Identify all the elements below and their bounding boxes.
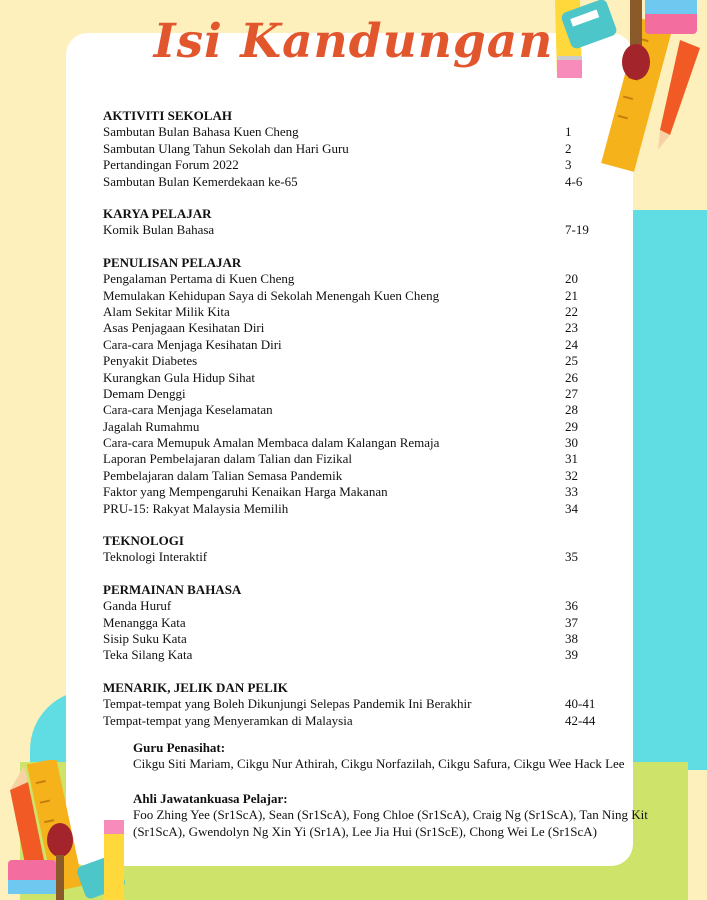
toc-entry-title: Teknologi Interaktif	[103, 549, 208, 565]
toc-entry-title: Ganda Huruf	[103, 598, 172, 614]
toc-entry-page: 37	[565, 614, 578, 630]
section-title: TEKNOLOGI	[103, 533, 184, 549]
toc-entry-page: 32	[565, 467, 578, 483]
toc-entry-page: 39	[565, 647, 578, 663]
advisors-heading: Guru Penasihat:	[133, 740, 226, 755]
toc-entry-page: 35	[565, 549, 578, 565]
committee-block	[133, 791, 673, 840]
toc-section	[103, 255, 623, 517]
page-title: Isi Kandungan	[153, 14, 554, 69]
toc-entry-page: 7-19	[565, 222, 589, 238]
toc-section	[103, 680, 623, 729]
toc-entry	[103, 631, 623, 647]
section-title: MENARIK, JELIK DAN PELIK	[103, 679, 288, 695]
toc-entry-title: Faktor yang Mempengaruhi Kenaikan Harga Makanan	[103, 484, 388, 500]
toc-entry-title: Sambutan Bulan Bahasa Kuen Cheng	[103, 124, 299, 140]
toc-section	[103, 206, 623, 239]
toc-entry-title: Pertandingan Forum 2022	[103, 157, 239, 173]
toc-entry	[103, 468, 623, 484]
toc-entry	[103, 337, 623, 353]
committee-names: Foo Zhing Yee (Sr1ScA), Sean (Sr1ScA), Fong Chloe (Sr1ScA), Craig Ng (Sr1ScA), Tan Ning Kit (Sr1ScA), Gwendolyn Ng Xin Yi (Sr1A), Lee Jia Hui (Sr1ScE), Chong Wei Le (Sr1ScA)	[133, 807, 648, 839]
toc-entry-title: Demam Denggi	[103, 385, 186, 401]
toc-entry	[103, 451, 623, 467]
toc-entry-title: Cara-cara Menjaga Kesihatan Diri	[103, 336, 282, 352]
toc-entry	[103, 696, 623, 712]
toc-entry-page: 28	[565, 402, 578, 418]
toc-entry	[103, 598, 623, 614]
toc-entry	[103, 370, 623, 386]
toc-entry	[103, 435, 623, 451]
section-title: AKTIVITI SEKOLAH	[103, 108, 232, 123]
toc-entry-page: 33	[565, 484, 578, 500]
toc-entry-title: Menangga Kata	[103, 614, 186, 630]
toc-entry-page: 27	[565, 385, 578, 401]
committee-heading: Ahli Jawatankuasa Pelajar:	[133, 790, 288, 806]
toc-entry-title: Sambutan Bulan Kemerdekaan ke-65	[103, 173, 298, 189]
section-title: PERMAINAN BAHASA	[103, 581, 242, 597]
toc-entry-page: 21	[565, 287, 578, 303]
toc-entry-page: 20	[565, 271, 578, 287]
advisors-names: Cikgu Siti Mariam, Cikgu Nur Athirah, Cikgu Norfazilah, Cikgu Safura, Cikgu Wee Hack Lee	[133, 756, 625, 772]
toc-entry-title: Cara-cara Menjaga Keselamatan	[103, 402, 273, 418]
toc-entry-title: Cara-cara Memupuk Amalan Membaca dalam Kalangan Remaja	[103, 435, 440, 451]
toc-entry	[103, 615, 623, 631]
toc-entry-page: 40-41	[565, 696, 596, 712]
advisors-block	[133, 740, 673, 773]
toc-entry	[103, 320, 623, 336]
toc-entry	[103, 304, 623, 320]
eraser-icon	[645, 0, 697, 34]
toc-entry	[103, 386, 623, 402]
toc-entry-title: Jagalah Rumahmu	[103, 418, 200, 434]
toc-entry	[103, 288, 623, 304]
toc-entry	[103, 353, 623, 369]
toc-entry-title: Memulakan Kehidupan Saya di Sekolah Menengah Kuen Cheng	[103, 287, 440, 303]
toc-entry-page: 1	[565, 124, 572, 140]
toc-entry-page: 42-44	[565, 712, 596, 728]
stationery-decor-bottom	[0, 760, 140, 900]
toc-section	[103, 533, 623, 566]
toc-entry-page: 4-6	[565, 173, 583, 189]
toc-entry	[103, 647, 623, 663]
toc-entry-title: Tempat-tempat yang Boleh Dikunjungi Selepas Pandemik Ini Berakhir	[103, 696, 472, 712]
section-title: PENULISAN PELAJAR	[103, 254, 242, 270]
toc-entry-title: Laporan Pembelajaran dalam Talian dan Fizikal	[103, 451, 353, 467]
toc-entry-page: 23	[565, 320, 578, 336]
toc-entry-title: Pengalaman Pertama di Kuen Cheng	[103, 271, 295, 287]
toc-entry	[103, 484, 623, 500]
eraser-icon	[8, 860, 56, 894]
toc-section	[103, 582, 623, 664]
toc-entry-page: 34	[565, 500, 578, 516]
toc-entry-page: 25	[565, 353, 578, 369]
toc-entry-title: Komik Bulan Bahasa	[103, 222, 215, 238]
toc-entry	[103, 402, 623, 418]
toc-entry	[103, 501, 623, 517]
toc-entry-title: Asas Penjagaan Kesihatan Diri	[103, 320, 265, 336]
toc-entry-title: Penyakit Diabetes	[103, 353, 198, 369]
toc-entry-title: PRU-15: Rakyat Malaysia Memilih	[103, 500, 289, 516]
pencil-icon	[104, 820, 124, 900]
toc-entry-page: 38	[565, 631, 578, 647]
toc-entry-page: 26	[565, 369, 578, 385]
toc-entry-page: 2	[565, 140, 572, 156]
table-of-contents	[103, 108, 623, 745]
toc-entry-title: Sisip Suku Kata	[103, 631, 187, 647]
toc-entry-page: 36	[565, 598, 578, 614]
toc-entry	[103, 271, 623, 287]
toc-entry	[103, 713, 623, 729]
toc-entry-page: 30	[565, 435, 578, 451]
toc-entry-page: 22	[565, 303, 578, 319]
toc-entry-title: Sambutan Ulang Tahun Sekolah dan Hari Guru	[103, 140, 349, 156]
credits	[133, 740, 673, 858]
section-title: KARYA PELAJAR	[103, 205, 212, 221]
toc-entry-page: 29	[565, 418, 578, 434]
toc-entry-title: Tempat-tempat yang Menyeramkan di Malaysia	[103, 712, 353, 728]
toc-entry-page: 3	[565, 157, 572, 173]
toc-entry-title: Kurangkan Gula Hidup Sihat	[103, 369, 256, 385]
toc-entry-page: 24	[565, 336, 578, 352]
toc-entry	[103, 174, 623, 190]
toc-entry	[103, 222, 623, 238]
toc-entry-page: 31	[565, 451, 578, 467]
toc-entry-title: Alam Sekitar Milik Kita	[103, 303, 230, 319]
toc-entry-title: Teka Silang Kata	[103, 647, 193, 663]
toc-entry	[103, 549, 623, 565]
toc-entry-title: Pembelajaran dalam Talian Semasa Pandemik	[103, 467, 343, 483]
stationery-decor-top	[540, 0, 707, 175]
toc-entry	[103, 419, 623, 435]
